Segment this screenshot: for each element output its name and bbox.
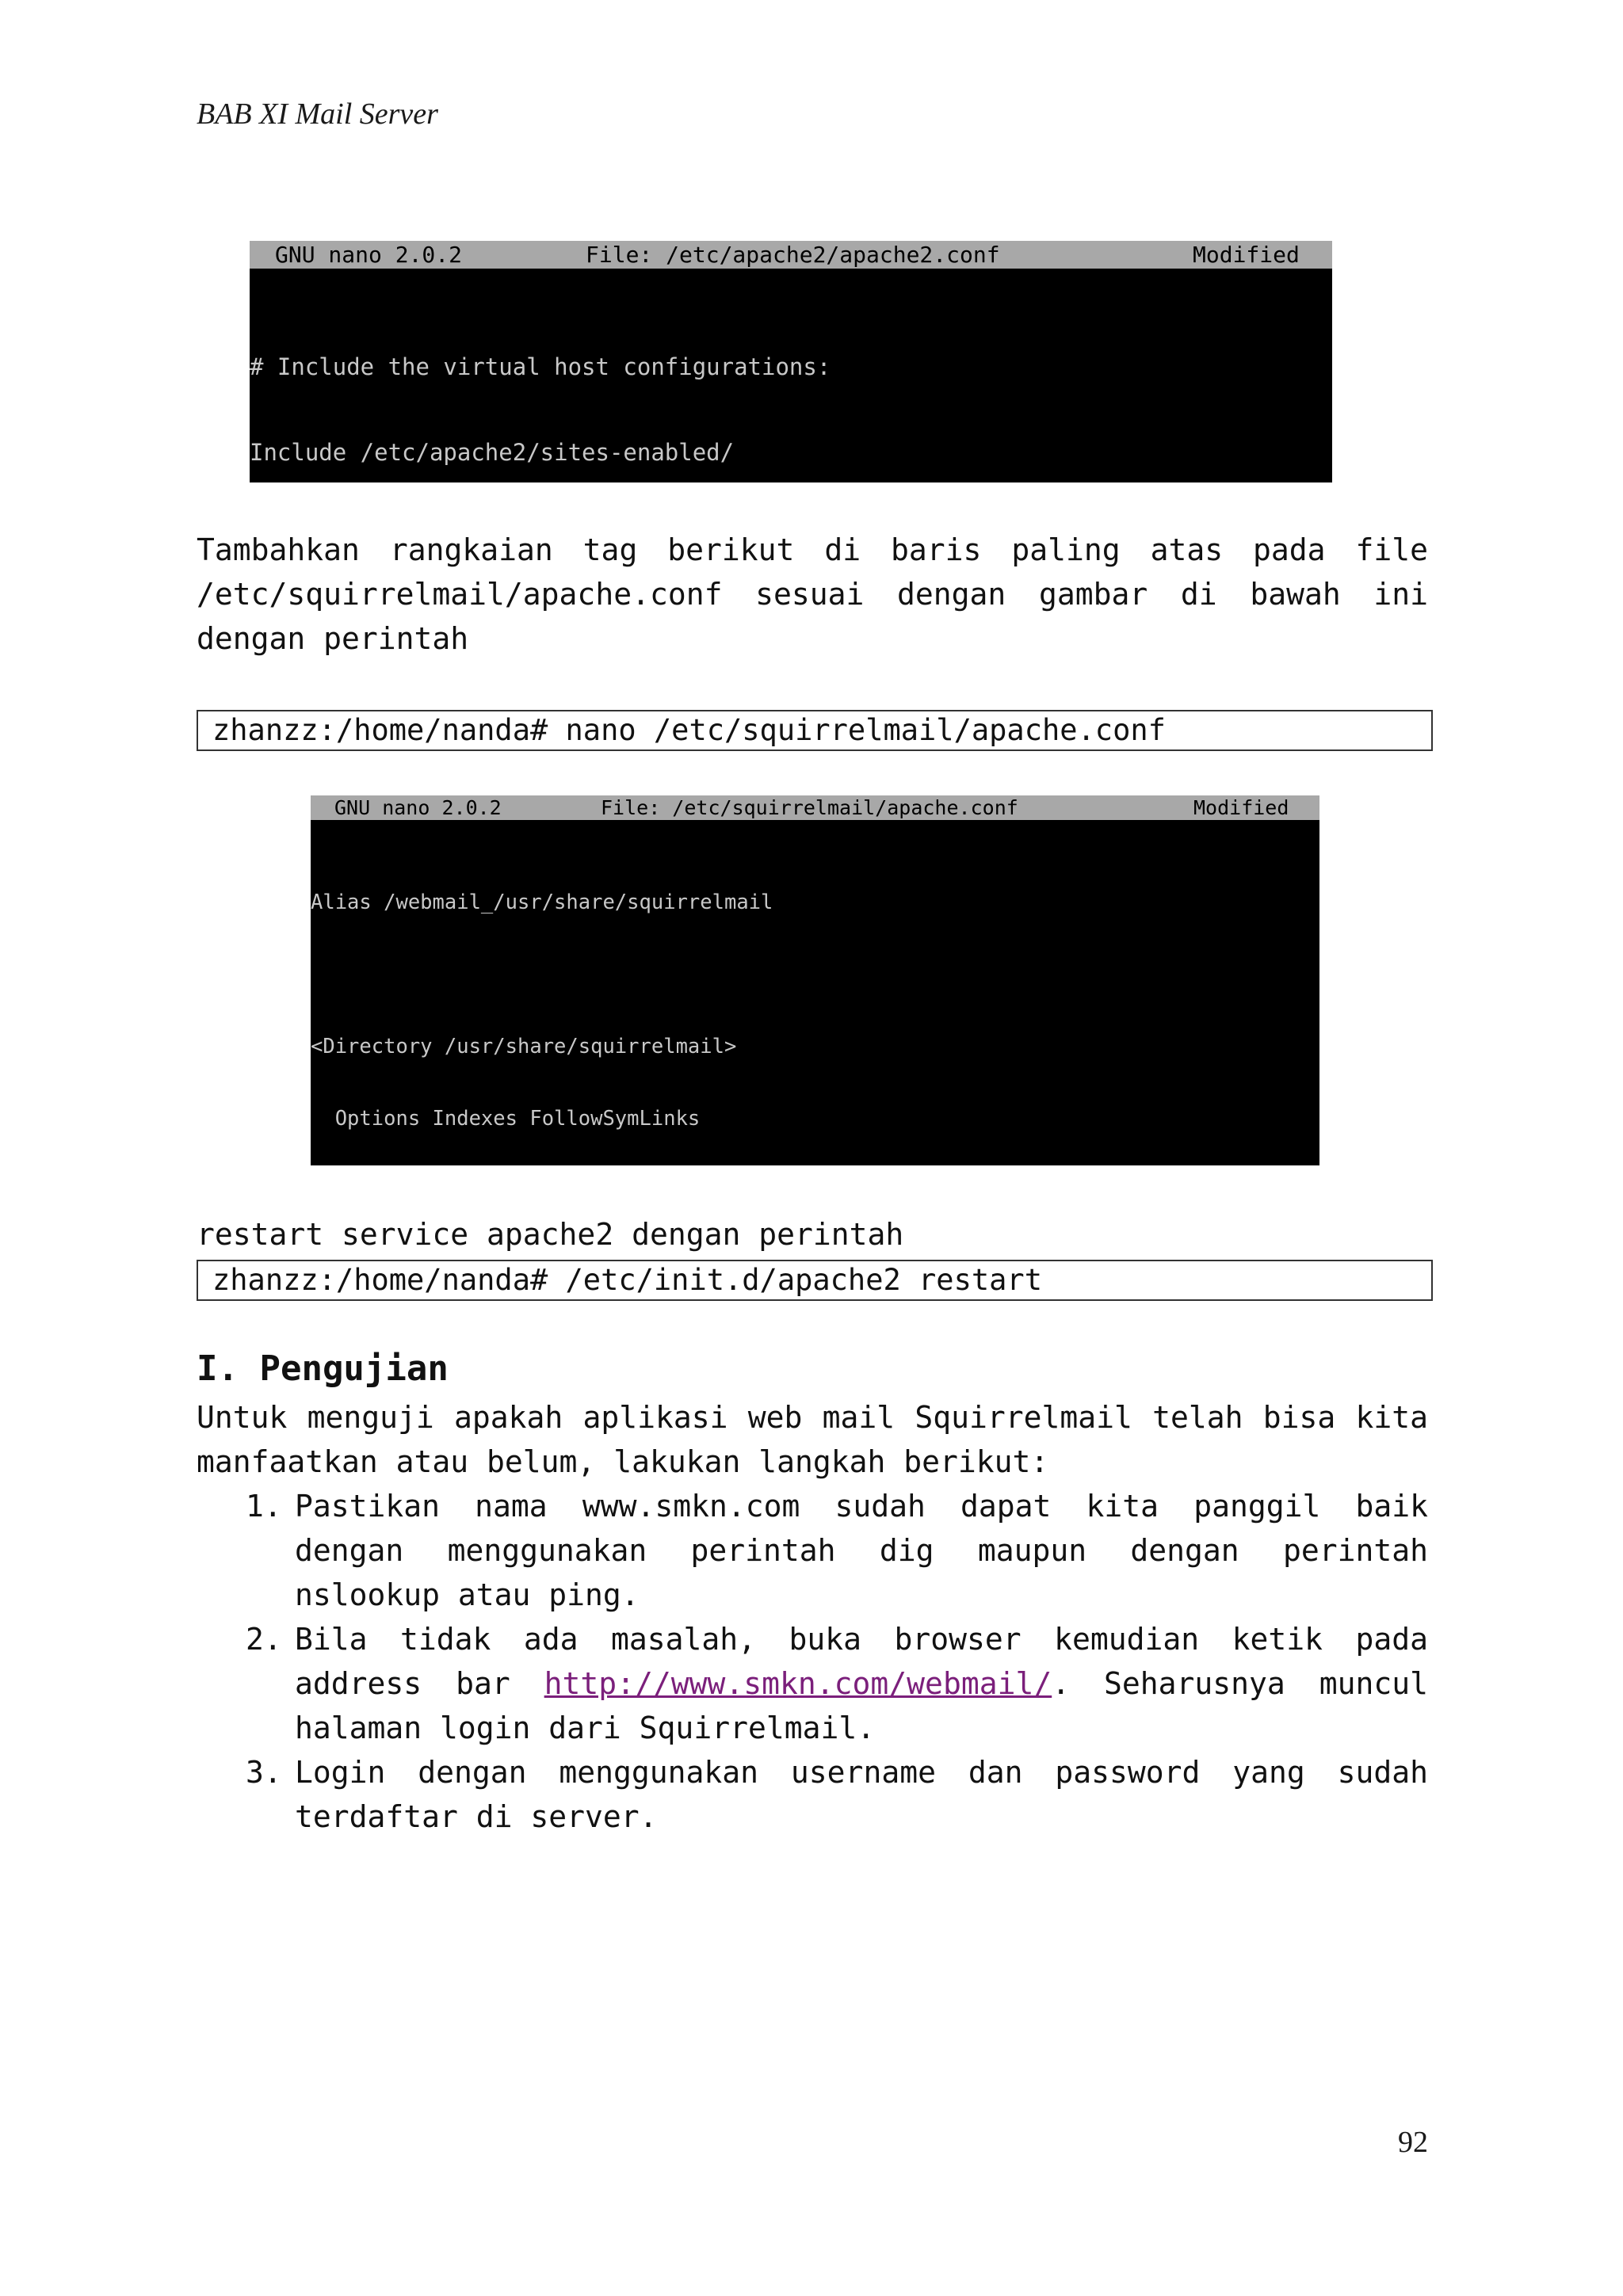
nano-version: GNU nano 2.0.2 bbox=[334, 796, 502, 819]
nano-screenshot-squirrelmail-conf bbox=[311, 795, 1319, 1165]
nano-modified-flag: Modified bbox=[1193, 242, 1300, 268]
terminal-line: Alias /webmail_/usr/share/squirrelmail bbox=[311, 890, 773, 914]
list-item-text: Pastikan nama www.smkn.com sudah dapat kita panggil baik dengan menggunakan perintah dig maupun dengan perintah nslookup atau ping. bbox=[295, 1489, 1428, 1612]
nano-titlebar bbox=[250, 241, 1332, 269]
section-intro-paragraph: Untuk menguji apakah aplikasi web mail Squirrelmail telah bisa kita manfaatkan atau belum, lakukan langkah berikut: bbox=[197, 1400, 1428, 1479]
steps-list bbox=[197, 1484, 1428, 1839]
page-number: 92 bbox=[1398, 2126, 1428, 2159]
nano-modified-flag: Modified bbox=[1193, 796, 1289, 819]
command-box-restart: zhanzz:/home/nanda# /etc/init.d/apache2 restart bbox=[197, 1260, 1433, 1301]
list-item-number: 3. bbox=[246, 1755, 282, 1790]
list-item bbox=[197, 1484, 1428, 1617]
terminal-line: Options Indexes FollowSymLinks bbox=[311, 1107, 701, 1131]
list-item bbox=[197, 1617, 1428, 1750]
list-item-number: 1. bbox=[246, 1489, 282, 1524]
intro-paragraph: Tambahkan rangkaian tag berikut di baris paling atas pada file /etc/squirrelmail/apache.conf sesuai dengan gambar di bawah ini dengan perintah bbox=[197, 532, 1428, 656]
nano-file-name: File: /etc/apache2/apache2.conf bbox=[586, 242, 1000, 268]
restart-instruction: restart service apache2 dengan perintah bbox=[197, 1217, 904, 1252]
nano-screenshot-apache2-conf bbox=[250, 241, 1332, 482]
list-item-text-before-link: Bila tidak ada masalah, buka browser kemudian ketik pada address bar bbox=[295, 1622, 1428, 1701]
nano-file-name: File: /etc/squirrelmail/apache.conf bbox=[601, 796, 1018, 819]
nano-buffer bbox=[250, 269, 1332, 482]
terminal-line: # Include the virtual host configurations: bbox=[250, 353, 831, 380]
nano-titlebar bbox=[311, 795, 1319, 820]
list-item-number: 2. bbox=[246, 1622, 282, 1657]
nano-buffer bbox=[311, 820, 1319, 1165]
terminal-line bbox=[311, 963, 1319, 986]
list-item-text: Login dengan menggunakan username dan password yang sudah terdaftar di server. bbox=[295, 1755, 1428, 1834]
list-item bbox=[197, 1750, 1428, 1839]
terminal-line: <Directory /usr/share/squirrelmail> bbox=[311, 1035, 737, 1059]
nano-version: GNU nano 2.0.2 bbox=[275, 242, 463, 268]
section-heading: I. Pengujian bbox=[197, 1348, 449, 1389]
running-header: BAB XI Mail Server bbox=[197, 97, 438, 131]
webmail-link[interactable]: http://www.smkn.com/webmail/ bbox=[544, 1666, 1052, 1701]
list-item-text-after-link: . Seharusnya muncul halaman login dari Squirrelmail. bbox=[295, 1666, 1428, 1745]
command-box-nano: zhanzz:/home/nanda# nano /etc/squirrelmail/apache.conf bbox=[197, 710, 1433, 751]
terminal-line: Include /etc/apache2/sites-enabled/ bbox=[250, 439, 735, 466]
